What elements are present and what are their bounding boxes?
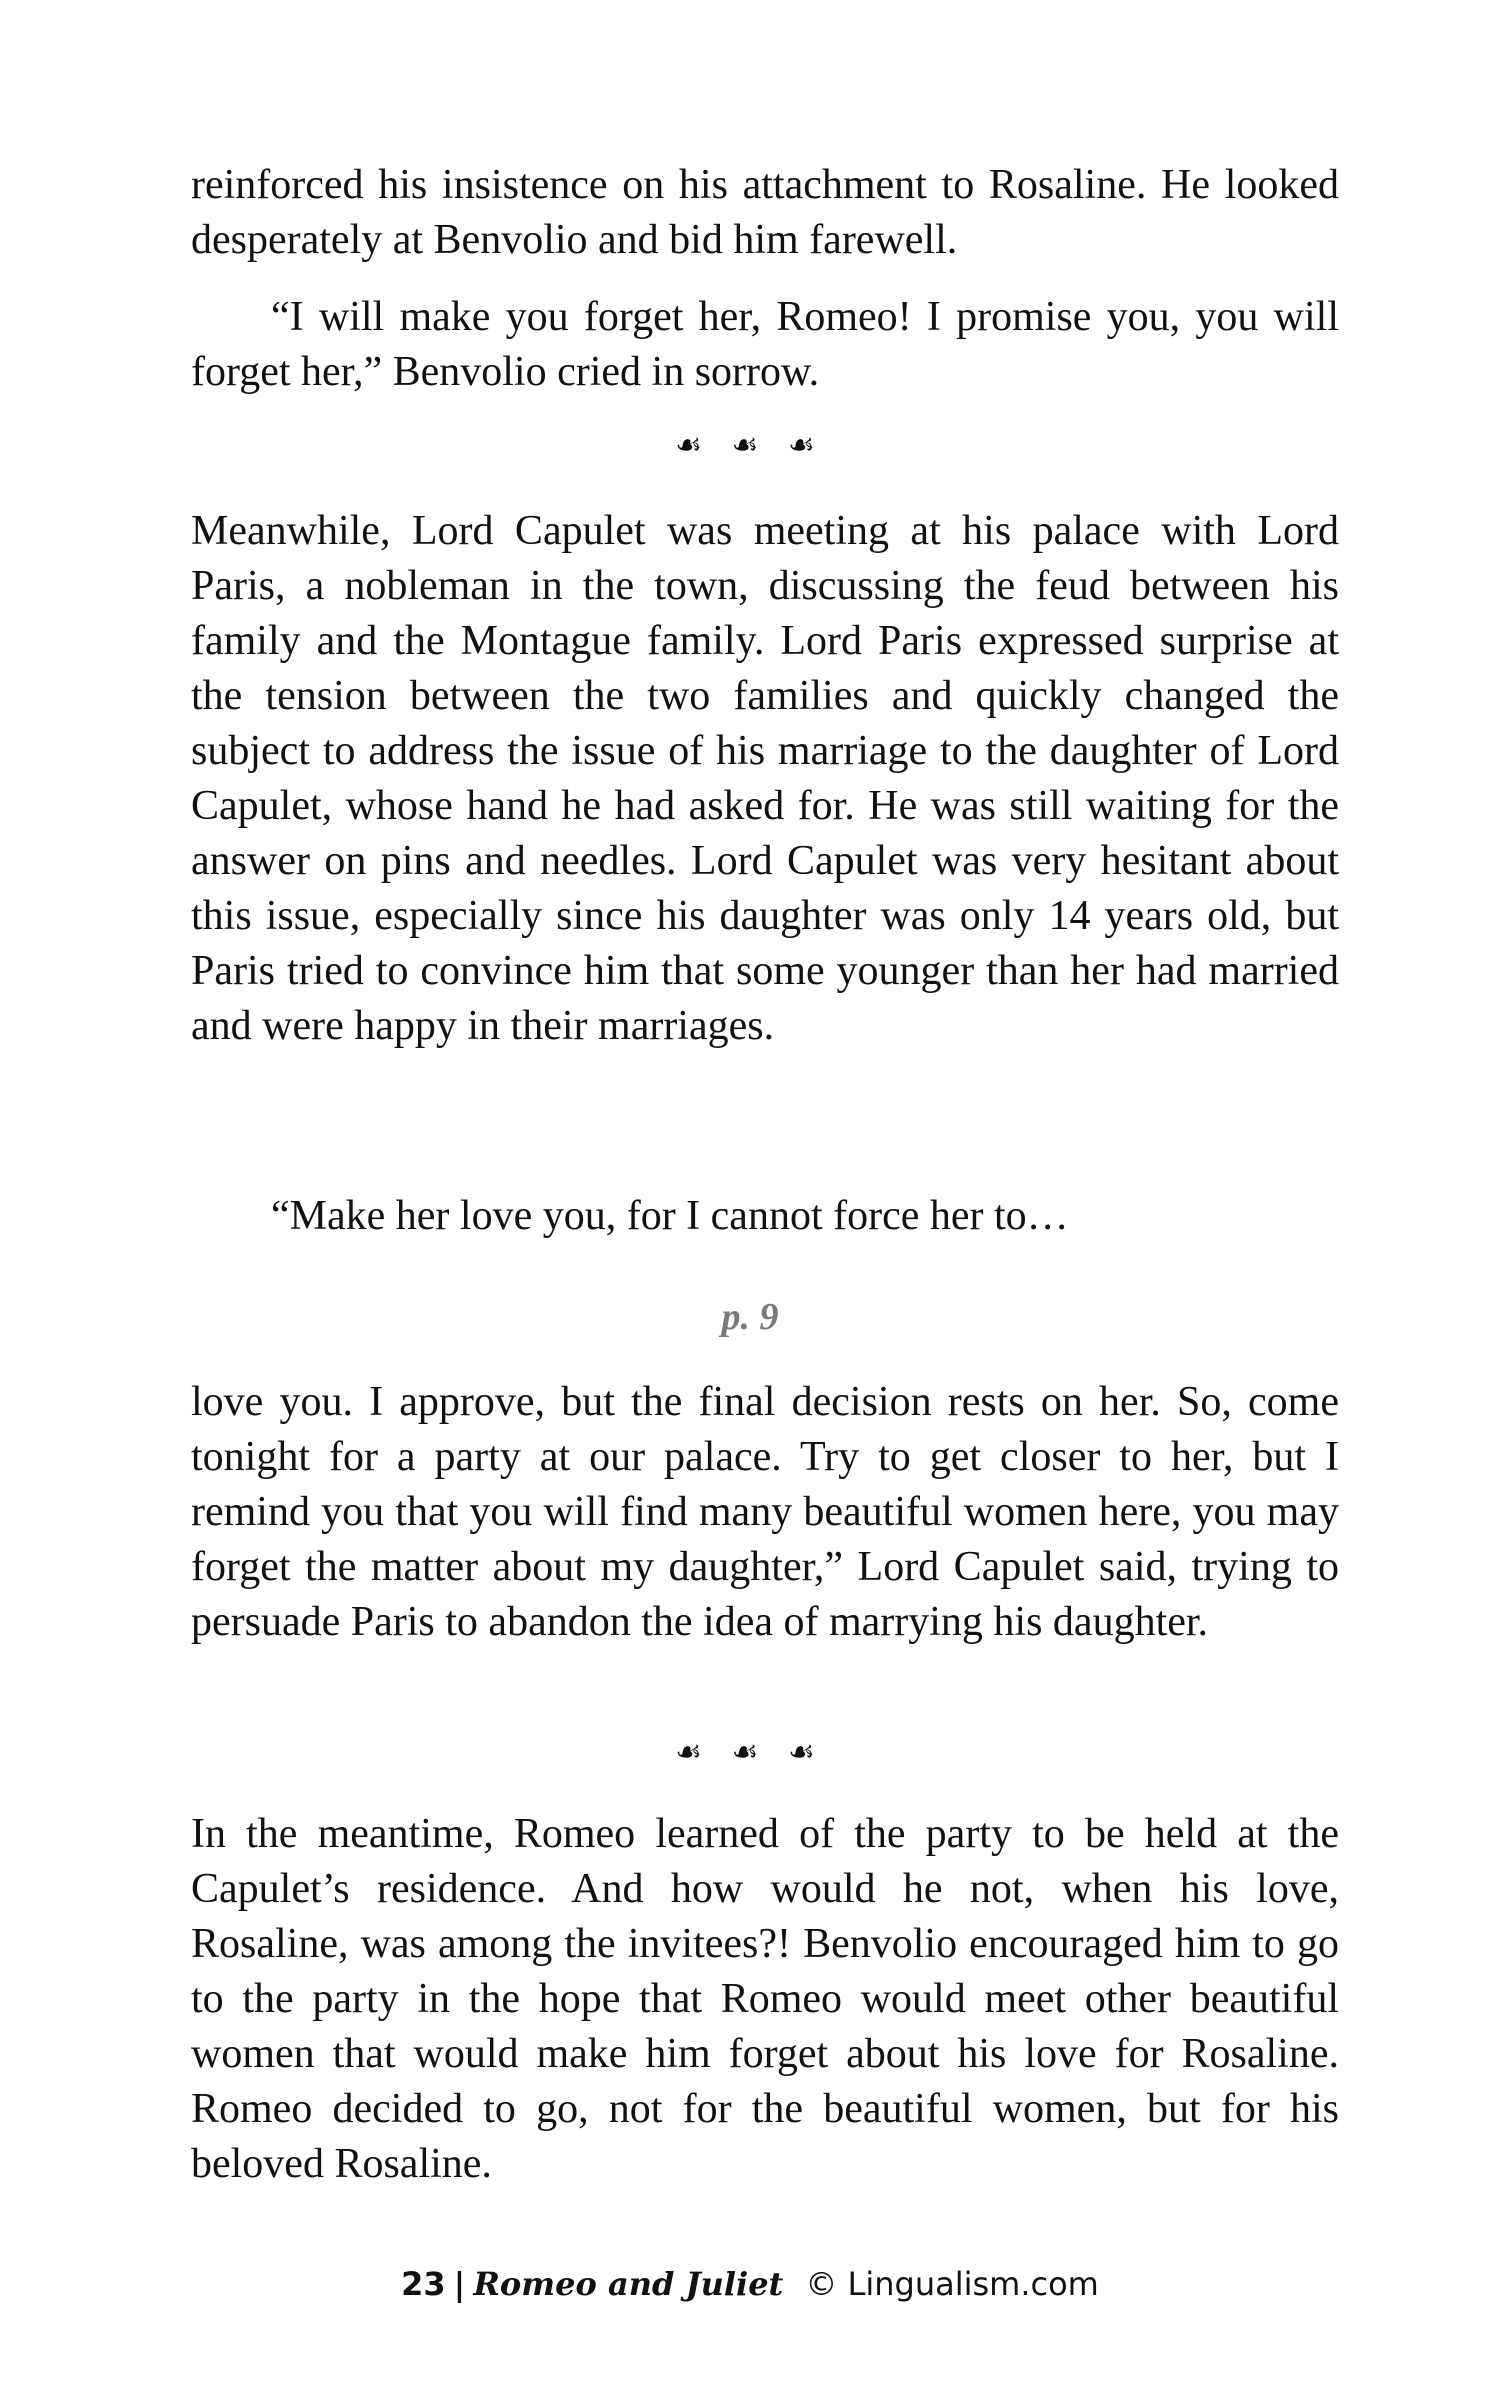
- section-divider-2: [0, 1735, 1500, 1770]
- section-divider-1: [0, 428, 1500, 463]
- paragraph-6: In the meantime, Romeo learned of the party to be held at the Capulet’s residence. And how would he not, when his love, Rosaline, was among the invitees?! Benvolio encouraged him to go to the party in the hope that Romeo would meet other beautiful women that would make him forget about his love for Rosaline. Romeo decided to go, not for the beautiful women, but for his beloved Rosaline.: [191, 1811, 1339, 2187]
- footer-separator: |: [453, 2265, 466, 2303]
- footer-book-title: Romeo and Juliet: [473, 2265, 784, 2303]
- fleuron-icon: ☙ ☙ ☙: [675, 1735, 825, 1770]
- paragraph-1: reinforced his insistence on his attachment to Rosaline. He looked desperately at Benvolio and bid him farewell.: [191, 162, 1339, 263]
- paragraph-2: “I will make you forget her, Romeo! I promise you, you will forget her,” Benvolio cried in sorrow.: [191, 294, 1339, 395]
- fleuron-icon: ☙ ☙ ☙: [675, 428, 825, 463]
- paragraph-5: love you. I approve, but the final decision rests on her. So, come tonight for a party at our palace. Try to get closer to her, but I remind you that you will find many beautiful women here, you may forget the matter about my daughter,” Lord Capulet said, trying to persuade Paris to abandon the idea of marrying his daughter.: [191, 1379, 1339, 1645]
- original-page-marker: p. 9: [721, 1296, 779, 1338]
- page-footer: [0, 2265, 1500, 2303]
- paragraph-3: Meanwhile, Lord Capulet was meeting at his palace with Lord Paris, a nobleman in the town, discussing the feud between his family and the Montague family. Lord Paris expressed surprise at the tension between the two families and quickly changed the subject to address the issue of his marriage to the daughter of Lord Capulet, whose hand he had asked for. He was still waiting for the answer on pins and needles. Lord Capulet was very hesitant about this issue, especially since his daughter was only 14 years old, but Paris tried to convince him that some younger than her had married and were happy in their marriages.: [191, 508, 1339, 1049]
- footer-page-number: 23: [401, 2265, 446, 2303]
- paragraph-4: “Make her love you, for I cannot force her to…: [271, 1193, 1069, 1239]
- footer-copyright: © Lingualism.com: [805, 2265, 1099, 2303]
